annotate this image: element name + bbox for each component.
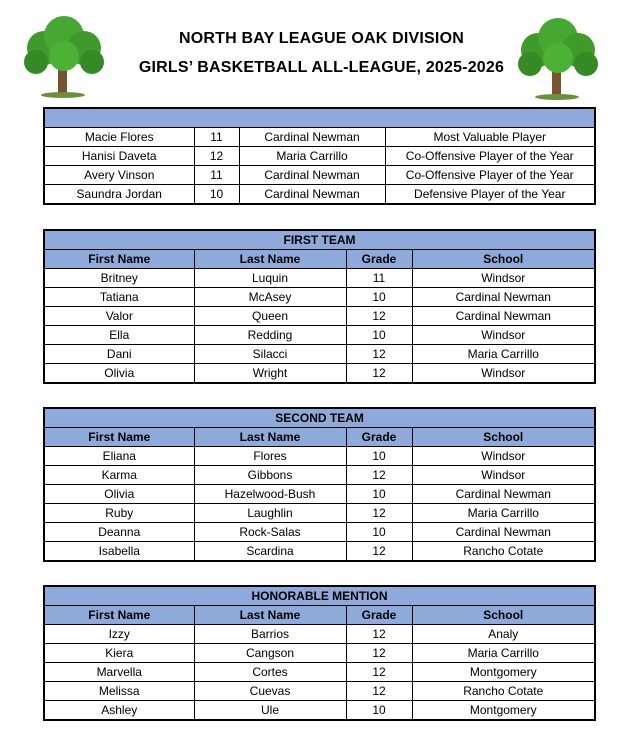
player-row [44, 701, 595, 721]
award-school: Cardinal Newman [239, 185, 385, 205]
school-cell: Windsor [412, 447, 595, 466]
col-grade: Grade [346, 606, 412, 625]
school-cell: Windsor [412, 466, 595, 485]
col-last-name: Last Name [194, 606, 346, 625]
last-name-cell: Ule [194, 701, 346, 721]
player-row [44, 663, 595, 682]
school-cell: Analy [412, 625, 595, 644]
award-row [44, 147, 595, 166]
first-name-cell: Izzy [44, 625, 194, 644]
award-title: Co-Offensive Player of the Year [385, 147, 595, 166]
player-row [44, 307, 595, 326]
oak-tree-icon [508, 12, 608, 102]
school-cell: Windsor [412, 364, 595, 384]
award-title: Defensive Player of the Year [385, 185, 595, 205]
player-row [44, 288, 595, 307]
grade-cell: 10 [346, 485, 412, 504]
honorable-mention-table [43, 585, 596, 721]
school-cell: Rancho Cotate [412, 542, 595, 562]
first-name-cell: Isabella [44, 542, 194, 562]
grade-cell: 10 [346, 326, 412, 345]
award-title: Most Valuable Player [385, 128, 595, 147]
first-name-cell: Kiera [44, 644, 194, 663]
first-name-cell: Olivia [44, 364, 194, 384]
col-school: School [412, 606, 595, 625]
last-name-cell: Queen [194, 307, 346, 326]
last-name-cell: Cuevas [194, 682, 346, 701]
last-name-cell: McAsey [194, 288, 346, 307]
player-row [44, 625, 595, 644]
grade-cell: 12 [346, 307, 412, 326]
col-grade: Grade [346, 250, 412, 269]
first-name-cell: Ruby [44, 504, 194, 523]
last-name-cell: Wright [194, 364, 346, 384]
first-name-cell: Dani [44, 345, 194, 364]
last-name-cell: Rock-Salas [194, 523, 346, 542]
page-title: NORTH BAY LEAGUE OAK DIVISION [179, 30, 464, 47]
player-row [44, 466, 595, 485]
col-school: School [412, 250, 595, 269]
col-last-name: Last Name [194, 428, 346, 447]
player-row [44, 485, 595, 504]
school-cell: Montgomery [412, 701, 595, 721]
first-name-cell: Melissa [44, 682, 194, 701]
award-school: Cardinal Newman [239, 128, 385, 147]
school-cell: Windsor [412, 326, 595, 345]
awards-header-band [44, 108, 595, 128]
award-grade: 12 [194, 147, 239, 166]
school-cell: Montgomery [412, 663, 595, 682]
school-cell: Cardinal Newman [412, 288, 595, 307]
school-cell: Cardinal Newman [412, 307, 595, 326]
col-first-name: First Name [44, 250, 194, 269]
award-player-name: Saundra Jordan [44, 185, 194, 205]
grade-cell: 10 [346, 523, 412, 542]
grade-cell: 12 [346, 663, 412, 682]
oak-tree-icon [14, 10, 114, 100]
grade-cell: 11 [346, 269, 412, 288]
player-row [44, 326, 595, 345]
first-name-cell: Valor [44, 307, 194, 326]
col-grade: Grade [346, 428, 412, 447]
last-name-cell: Gibbons [194, 466, 346, 485]
first-name-cell: Tatiana [44, 288, 194, 307]
last-name-cell: Silacci [194, 345, 346, 364]
award-grade: 11 [194, 128, 239, 147]
player-row [44, 682, 595, 701]
col-school: School [412, 428, 595, 447]
grade-cell: 12 [346, 625, 412, 644]
grade-cell: 10 [346, 447, 412, 466]
last-name-cell: Cangson [194, 644, 346, 663]
grade-cell: 12 [346, 466, 412, 485]
school-cell: Cardinal Newman [412, 485, 595, 504]
first-name-cell: Deanna [44, 523, 194, 542]
first-name-cell: Ashley [44, 701, 194, 721]
award-player-name: Avery Vinson [44, 166, 194, 185]
award-title: Co-Offensive Player of the Year [385, 166, 595, 185]
last-name-cell: Redding [194, 326, 346, 345]
last-name-cell: Laughlin [194, 504, 346, 523]
last-name-cell: Scardina [194, 542, 346, 562]
grade-cell: 12 [346, 542, 412, 562]
last-name-cell: Cortes [194, 663, 346, 682]
player-row [44, 644, 595, 663]
award-row [44, 128, 595, 147]
first-name-cell: Karma [44, 466, 194, 485]
player-row [44, 447, 595, 466]
school-cell: Cardinal Newman [412, 523, 595, 542]
last-name-cell: Luquin [194, 269, 346, 288]
player-row [44, 542, 595, 562]
col-last-name: Last Name [194, 250, 346, 269]
first-name-cell: Olivia [44, 485, 194, 504]
first-name-cell: Britney [44, 269, 194, 288]
player-row [44, 523, 595, 542]
first-name-cell: Eliana [44, 447, 194, 466]
second-team-title: SECOND TEAM [44, 408, 595, 428]
second-team-table [43, 407, 596, 562]
school-cell: Rancho Cotate [412, 682, 595, 701]
col-first-name: First Name [44, 428, 194, 447]
first-team-title: FIRST TEAM [44, 230, 595, 250]
school-cell: Maria Carrillo [412, 644, 595, 663]
last-name-cell: Flores [194, 447, 346, 466]
grade-cell: 10 [346, 701, 412, 721]
grade-cell: 10 [346, 288, 412, 307]
first-name-cell: Marvella [44, 663, 194, 682]
grade-cell: 12 [346, 504, 412, 523]
last-name-cell: Barrios [194, 625, 346, 644]
school-cell: Maria Carrillo [412, 345, 595, 364]
first-team-table [43, 229, 596, 384]
col-first-name: First Name [44, 606, 194, 625]
last-name-cell: Hazelwood-Bush [194, 485, 346, 504]
award-row [44, 166, 595, 185]
grade-cell: 12 [346, 682, 412, 701]
honorable-mention-title: HONORABLE MENTION [44, 586, 595, 606]
grade-cell: 12 [346, 364, 412, 384]
player-row [44, 269, 595, 288]
first-name-cell: Ella [44, 326, 194, 345]
award-row [44, 185, 595, 205]
award-grade: 11 [194, 166, 239, 185]
awards-table [43, 107, 596, 205]
award-player-name: Hanisi Daveta [44, 147, 194, 166]
award-school: Cardinal Newman [239, 166, 385, 185]
award-school: Maria Carrillo [239, 147, 385, 166]
school-cell: Maria Carrillo [412, 504, 595, 523]
award-player-name: Macie Flores [44, 128, 194, 147]
school-cell: Windsor [412, 269, 595, 288]
grade-cell: 12 [346, 644, 412, 663]
player-row [44, 504, 595, 523]
page-subtitle: GIRLS’ BASKETBALL ALL-LEAGUE, 2025-2026 [138, 59, 505, 76]
player-row [44, 364, 595, 384]
player-row [44, 345, 595, 364]
grade-cell: 12 [346, 345, 412, 364]
award-grade: 10 [194, 185, 239, 205]
